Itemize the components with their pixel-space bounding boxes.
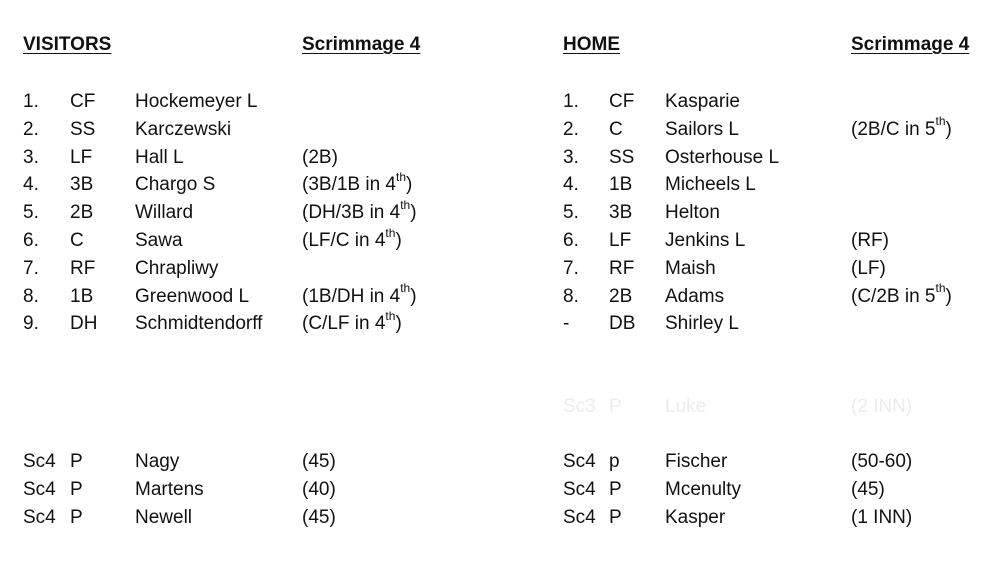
pitcher-row — [540, 393, 980, 421]
note-superscript: th — [400, 197, 411, 212]
position: 2B — [70, 202, 94, 224]
home-lineup — [540, 88, 980, 338]
batting-order: 2. — [563, 118, 579, 140]
batting-order: 4. — [563, 174, 579, 196]
player-name: Adams — [665, 285, 725, 307]
pitcher-row — [540, 448, 980, 476]
position-note — [851, 116, 952, 144]
visitors-scrimmage-title: Scrimmage 4 — [302, 34, 421, 55]
note-tail: ) — [395, 313, 402, 335]
scrimmage-code: Sc4 — [23, 478, 56, 500]
position: 3B — [609, 202, 633, 224]
position: LF — [609, 229, 632, 251]
note-tail: ) — [395, 229, 402, 251]
batting-order: 8. — [563, 285, 579, 307]
position: 1B — [70, 285, 94, 307]
pitcher-name: Mcenulty — [665, 478, 742, 500]
note-superscript: th — [400, 281, 411, 296]
lineup-row — [0, 88, 440, 116]
position: RF — [70, 257, 96, 279]
position-note — [302, 199, 417, 227]
position: P — [609, 506, 622, 528]
note-text: (1B/DH in 4 — [302, 285, 401, 307]
position-note — [851, 255, 886, 283]
position: p — [609, 451, 620, 472]
note-text: (DH/3B in 4 — [302, 202, 401, 224]
position: DH — [70, 313, 98, 335]
scrimmage-code: Sc3 — [563, 396, 596, 417]
pitch-limit: (50-60) — [851, 451, 913, 472]
batting-order: 3. — [23, 146, 39, 168]
pitcher-row — [540, 504, 980, 532]
pitch-limit: (45) — [851, 478, 885, 500]
pitcher-name: Fischer — [665, 451, 728, 472]
note-text: (RF) — [851, 229, 889, 251]
pitcher-name: Kasper — [665, 506, 726, 528]
visitors-title: VISITORS — [23, 34, 112, 55]
player-name: Karczewski — [135, 118, 232, 140]
lineup-row — [0, 144, 440, 172]
scrimmage-code: Sc4 — [563, 506, 596, 528]
lineup-row — [540, 199, 980, 227]
position: P — [609, 478, 622, 500]
note-tail: ) — [406, 174, 413, 196]
player-name: Osterhouse L — [665, 146, 780, 168]
position-note — [302, 144, 338, 172]
player-name: Helton — [665, 202, 720, 224]
batting-order: 7. — [563, 257, 579, 279]
scrimmage-code: Sc4 — [23, 451, 56, 472]
player-name: Hockemeyer L — [135, 91, 258, 112]
lineup-row — [540, 227, 980, 255]
player-name: Chargo S — [135, 174, 216, 196]
batting-order: 9. — [23, 313, 39, 335]
pitcher-row — [0, 476, 440, 504]
lineup-row — [0, 199, 440, 227]
batting-order: 5. — [563, 202, 579, 224]
note-superscript: th — [935, 114, 946, 129]
player-name: Shirley L — [665, 313, 739, 335]
note-tail: ) — [410, 285, 417, 307]
position-note — [851, 283, 952, 311]
player-name: Hall L — [135, 146, 184, 168]
player-name: Sailors L — [665, 118, 739, 140]
pitcher-name: Newell — [135, 506, 193, 528]
home-title: HOME — [563, 34, 620, 55]
position: CF — [609, 91, 635, 112]
player-name: Sawa — [135, 229, 183, 251]
scrimmage-code: Sc4 — [23, 506, 56, 528]
lineup-row — [540, 255, 980, 283]
lineup-row — [0, 171, 440, 199]
position: P — [609, 396, 622, 417]
note-superscript: th — [396, 170, 407, 185]
position: CF — [70, 91, 96, 112]
pitch-limit: (1 INN) — [851, 506, 913, 528]
scrimmage-code: Sc4 — [563, 451, 596, 472]
batting-order: 2. — [23, 118, 39, 140]
note-text: (LF/C in 4 — [302, 229, 386, 251]
position: 2B — [609, 285, 633, 307]
position: P — [70, 451, 83, 472]
position: C — [70, 229, 84, 251]
lineup-row — [540, 171, 980, 199]
pitcher-row — [540, 476, 980, 504]
batting-order: 3. — [563, 146, 579, 168]
pitch-limit: (40) — [302, 478, 336, 500]
home-pitchers — [540, 448, 980, 531]
pitcher-name: Luke — [665, 396, 707, 417]
note-tail: ) — [945, 118, 952, 140]
player-name: Micheels L — [665, 174, 756, 196]
batting-order: 1. — [23, 91, 39, 112]
note-tail: ) — [945, 285, 952, 307]
batting-order: 7. — [23, 257, 39, 279]
batting-order: 8. — [23, 285, 39, 307]
pitch-limit: (45) — [302, 451, 336, 472]
note-tail: ) — [410, 202, 417, 224]
position-note — [302, 171, 412, 199]
player-name: Kasparie — [665, 91, 740, 112]
batting-order: - — [563, 313, 570, 335]
player-name: Maish — [665, 257, 716, 279]
player-name: Willard — [135, 202, 194, 224]
lineup-row — [0, 227, 440, 255]
position: RF — [609, 257, 635, 279]
position: LF — [70, 146, 93, 168]
position: P — [70, 478, 83, 500]
pitch-limit: (2 INN) — [851, 396, 913, 417]
pitch-limit: (45) — [302, 506, 336, 528]
player-name: Chrapliwy — [135, 257, 219, 279]
lineup-row — [540, 88, 980, 116]
player-name: Greenwood L — [135, 285, 250, 307]
note-superscript: th — [385, 225, 396, 240]
position: P — [70, 506, 83, 528]
note-text: (LF) — [851, 257, 886, 279]
batting-order: 1. — [563, 91, 579, 112]
pitcher-name: Martens — [135, 478, 204, 500]
note-text: (3B/1B in 4 — [302, 174, 396, 196]
lineup-row — [0, 283, 440, 311]
visitors-pitchers — [0, 448, 440, 531]
player-name: Jenkins L — [665, 229, 746, 251]
note-superscript: th — [385, 309, 396, 324]
position-note — [302, 283, 417, 311]
batting-order: 4. — [23, 174, 39, 196]
scrimmage-code: Sc4 — [563, 478, 596, 500]
note-superscript: th — [935, 281, 946, 296]
visitors-lineup — [0, 88, 440, 338]
lineup-row — [540, 283, 980, 311]
position: DB — [609, 313, 636, 335]
position-note — [302, 310, 402, 338]
note-text: (2B/C in 5 — [851, 118, 936, 140]
pitcher-row — [0, 504, 440, 532]
lineup-row — [0, 255, 440, 283]
position-note — [302, 227, 402, 255]
pitcher-name: Nagy — [135, 451, 180, 472]
lineup-row — [540, 116, 980, 144]
pitcher-row — [0, 448, 440, 476]
lineup-row — [0, 310, 440, 338]
lineup-row — [540, 310, 980, 338]
batting-order: 6. — [563, 229, 579, 251]
lineup-row — [540, 144, 980, 172]
position: C — [609, 118, 623, 140]
batting-order: 5. — [23, 202, 39, 224]
note-text: (C/LF in 4 — [302, 313, 386, 335]
lineup-row — [0, 116, 440, 144]
note-text: (C/2B in 5 — [851, 285, 936, 307]
position: 1B — [609, 174, 633, 196]
faded-pitcher-row — [540, 393, 980, 421]
position: 3B — [70, 174, 94, 196]
position-note — [851, 227, 889, 255]
player-name: Schmidtendorff — [135, 313, 263, 335]
batting-order: 6. — [23, 229, 39, 251]
home-scrimmage-title: Scrimmage 4 — [851, 34, 970, 55]
note-text: (2B) — [302, 146, 338, 168]
position: SS — [609, 146, 635, 168]
position: SS — [70, 118, 96, 140]
